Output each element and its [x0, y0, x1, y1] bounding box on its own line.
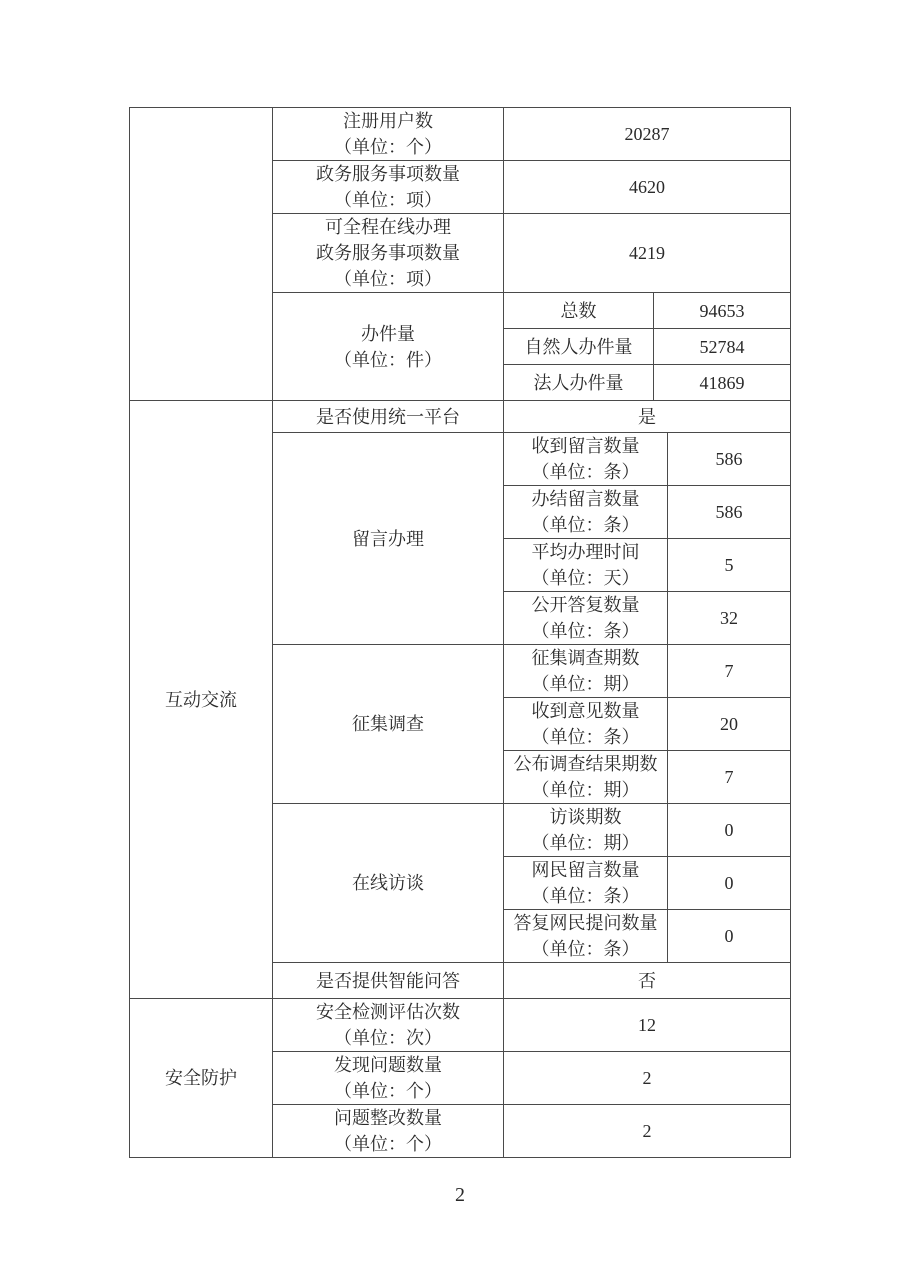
metric-value-cell: 4219 — [504, 214, 791, 293]
label-line: 政务服务事项数量 — [316, 164, 460, 184]
metric-value-cell: 41869 — [654, 365, 791, 401]
metric-label-cell — [504, 910, 668, 963]
metric-label-cell — [504, 433, 668, 486]
group-label-cell-case-volume — [273, 293, 504, 401]
label-line: 公布调查结果期数 — [513, 754, 658, 774]
label-line: 安全检测评估次数 — [316, 1002, 460, 1022]
metric-value-cell: 7 — [668, 645, 791, 698]
metric-label-cell: 是否提供智能问答 — [273, 963, 504, 999]
label-line: （单位：条） — [531, 621, 640, 641]
label-line: 问题整改数量 — [334, 1108, 442, 1128]
label-line: 收到留言数量 — [531, 436, 640, 456]
metric-value-cell: 586 — [668, 486, 791, 539]
label-line: （单位：条） — [531, 727, 640, 747]
metric-value-cell: 是 — [504, 401, 791, 433]
label-line: （单位：条） — [531, 515, 640, 535]
metric-label-cell: 是否使用统一平台 — [273, 401, 504, 433]
label-line: （单位：条） — [531, 462, 640, 482]
sub-metric-name-cell: 自然人办件量 — [504, 329, 654, 365]
metric-value-cell: 586 — [668, 433, 791, 486]
group-label-cell-message-handling: 留言办理 — [273, 433, 504, 645]
label-line: 答复网民提问数量 — [513, 913, 658, 933]
label-line: 可全程在线办理 — [325, 217, 451, 237]
metric-value-cell: 2 — [504, 1105, 791, 1158]
label-line: 注册用户数 — [343, 111, 433, 131]
group-label-cell-survey: 征集调查 — [273, 645, 504, 804]
metric-label-cell — [504, 645, 668, 698]
metric-value-cell: 12 — [504, 999, 791, 1052]
metric-label-cell — [273, 1052, 504, 1105]
label-line: （单位：个） — [334, 137, 442, 157]
metric-value-cell: 0 — [668, 910, 791, 963]
category-cell-empty — [130, 108, 273, 401]
label-line: 办件量 — [361, 323, 415, 344]
metric-value-cell: 5 — [668, 539, 791, 592]
label-line: 发现问题数量 — [334, 1055, 442, 1075]
label-line: 政务服务事项数量 — [316, 243, 460, 263]
label-line: （单位：项） — [334, 269, 442, 289]
group-label-cell-interview: 在线访谈 — [273, 804, 504, 963]
table-row — [130, 401, 791, 433]
label-line: 公开答复数量 — [531, 595, 640, 615]
label-line: （单位：次） — [334, 1028, 442, 1048]
label-line: （单位：件） — [334, 349, 442, 370]
metric-value-cell: 7 — [668, 751, 791, 804]
category-cell-interaction: 互动交流 — [130, 401, 273, 999]
metric-label-cell — [504, 804, 668, 857]
metric-label-cell — [504, 592, 668, 645]
page-number: 2 — [455, 1184, 465, 1206]
label-line: 平均办理时间 — [531, 542, 640, 562]
label-line: （单位：条） — [531, 886, 640, 906]
table-row — [130, 999, 791, 1052]
label-line: （单位：个） — [334, 1081, 442, 1101]
metric-value-cell: 20 — [668, 698, 791, 751]
label-line: （单位：期） — [531, 674, 640, 694]
metric-value-cell: 52784 — [654, 329, 791, 365]
label-line: 收到意见数量 — [531, 701, 640, 721]
metric-label-cell — [504, 751, 668, 804]
report-table — [129, 107, 791, 1158]
metric-value-cell: 否 — [504, 963, 791, 999]
label-line: （单位：期） — [531, 780, 640, 800]
category-cell-security: 安全防护 — [130, 999, 273, 1158]
sub-metric-name-cell: 法人办件量 — [504, 365, 654, 401]
label-line: （单位：个） — [334, 1134, 442, 1154]
metric-label-cell — [273, 1105, 504, 1158]
metric-value-cell: 4620 — [504, 161, 791, 214]
metric-value-cell: 0 — [668, 857, 791, 910]
metric-label-cell — [504, 857, 668, 910]
metric-label-cell — [273, 214, 504, 293]
metric-value-cell: 0 — [668, 804, 791, 857]
label-line: 访谈期数 — [549, 807, 622, 827]
label-line: （单位：期） — [531, 833, 640, 853]
metric-value-cell: 94653 — [654, 293, 791, 329]
metric-label-cell — [504, 539, 668, 592]
sub-metric-name-cell: 总数 — [504, 293, 654, 329]
label-line: （单位：天） — [531, 568, 640, 588]
label-line: 办结留言数量 — [531, 489, 640, 509]
label-line: （单位：条） — [531, 939, 640, 959]
label-line: 征集调查期数 — [531, 648, 640, 668]
metric-label-cell — [273, 108, 504, 161]
metric-value-cell: 32 — [668, 592, 791, 645]
metric-value-cell: 20287 — [504, 108, 791, 161]
table-row — [130, 108, 791, 161]
metric-label-cell — [504, 486, 668, 539]
label-line: （单位：项） — [334, 190, 442, 210]
label-line: 网民留言数量 — [531, 860, 640, 880]
metric-value-cell: 2 — [504, 1052, 791, 1105]
metric-label-cell — [504, 698, 668, 751]
metric-label-cell — [273, 161, 504, 214]
metric-label-cell — [273, 999, 504, 1052]
